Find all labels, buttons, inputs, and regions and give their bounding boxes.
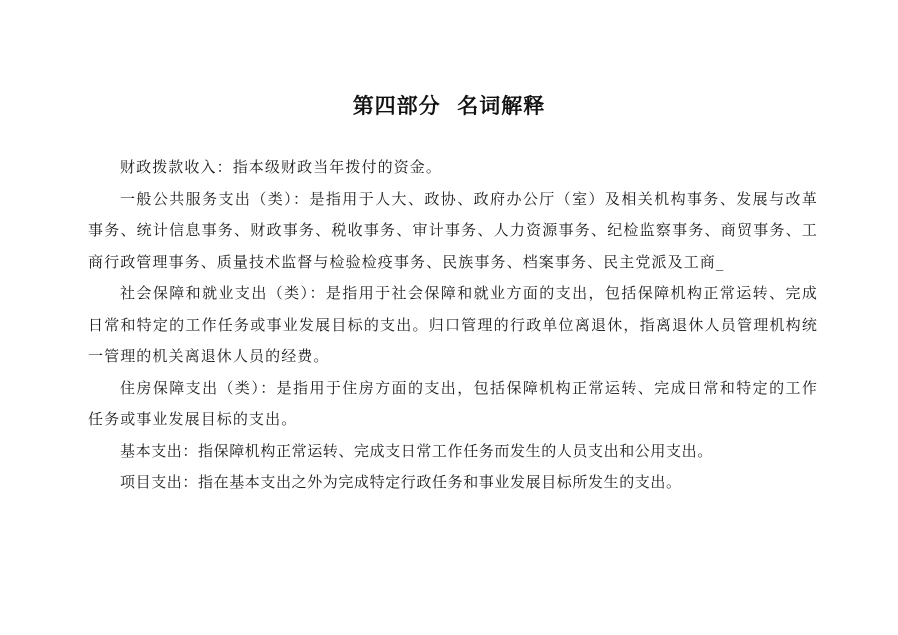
page-title: 第四部分 名词解释: [352, 94, 546, 118]
document-body: [88, 152, 818, 499]
paragraph-social-security-employment: 社会保障和就业支出（类）：是指用于社会保障和就业方面的支出，包括保障机构正常运转、完成日常和特定的工作任务或事业发展目标的支出。归口管理的行政单位离退休，指离退休人员管理机构统一管理的机关离退休人员的经费。: [88, 284, 818, 365]
paragraph-basic-expenditure: 基本支出：指保障机构正常运转、完成支日常工作任务而发生的人员支出和公用支出。: [120, 441, 713, 460]
paragraph-housing-security: 住房保障支出（类）：是指用于住房方面的支出，包括保障机构正常运转、完成日常和特定的工作任务或事业发展目标的支出。: [88, 378, 818, 428]
paragraph-general-public-services: 一般公共服务支出（类）：是指用于人大、政协、政府办公厅（室）及相关机构事务、发展与改革事务、统计信息事务、财政事务、税收事务、审计事务、人力资源事务、纪检监察事务、商贸事务、工商行政管理事务、质量技术监督与检验检疫事务、民族事务、档案事务、民主党派及工商_: [88, 189, 818, 271]
paragraph-project-expenditure: 项目支出：指在基本支出之外为完成特定行政任务和事业发展目标所发生的支出。: [120, 473, 682, 491]
paragraph-fiscal-appropriation-income: 财政拨款收入：指本级财政当年拨付的资金。: [120, 158, 443, 176]
